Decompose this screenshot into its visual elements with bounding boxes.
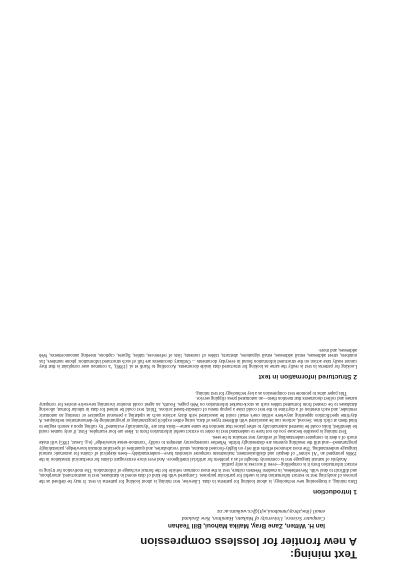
- paragraph: Looking for patterns in text is really the same as looking for structured data inside documents. According to Nardi et al. (1998), "a common user complaint is that they cannot easily take action on the structured information found in everyday documents ... Ordinary documents are full of such structured information: phone numbers, fax numbers, street addresses, email addresses, email signatures, abstracts, tables of contents, lists of references, tables, figures, captions, meeting announcements, Web addresses, and more.: [39, 346, 357, 369]
- section-heading-structured-information: 2 Structured information in text: [258, 373, 357, 381]
- paragraph: Analysis of natural language text is commonly thought of as a problem for artificial intelligence. And ever since extravagant claims for mechanical translation in the 1960s prompted an "AI winter" of despair and disillusionment, mainstream computer scientists have—understandably—been skeptical of claims for automatic natural language understanding. The most advanced efforts still rely on highly-focused domains, small vocabularies, and quantities of specialist domain knowledge, painstakingly programmed—and still the resulting systems are distressingly brittle. Whether contemporary attempts to codify "common-sense knowledge" (e.g. Lenat, 1995) will make much of a dent in computer understanding of ordinary text remains to be seen.: [39, 433, 357, 461]
- author-email: email {ihw,zbray,mmahoui,wjt}@cs.waikato.ac.nz: [217, 508, 325, 515]
- author-list: Ian H. Witten, Zane Bray, Malika Mahoui, Bill Teahan: [167, 522, 325, 529]
- section-heading-introduction: 1 Introduction: [313, 487, 357, 495]
- page-content: [39, 346, 357, 560]
- paragraph: Data mining, a burgeoning new technology, is about looking for patterns in data. Likewise, text mining is about looking for patterns in text. It may be defined as the process of analyzing text to extract information that is useful for particular purposes. Compared with the kind of data stored in databases, text is unstructured, amorphous, and difficult to deal with. Nevertheless, in modern Western culture, text is the most common vehicle for the formal exchange of information. The motivation for trying to extract information from it is compelling—even if success is only partial.: [39, 461, 357, 483]
- paragraph: Text mining is possible because you do not have to understand text in order to extract useful information from it. Here are four examples. First, if only names could be identified, links could be inserted automatically to other places that mention the same name—links that are "dynamically evaluated" by calling upon a search engine to bind them at click time. Second, actions can be associated with different types of data, using either explicit programming or programming-by-demonstration techniques. A day/time specification appearing anywhere within one's email could be associated with diary actions such as updating a personal organizer or creating an automatic reminder, and each mention of a day/time in the text could raise a popup menu of calendar-based actions. Third, text could be mined for data in tabular format, allowing databases to be created from formatted tables such as stock-market information on Web pages. Fourth, an agent could monitor incoming newswire stories for company names and collect documents that mention them—an automated press clipping service.: [39, 395, 357, 434]
- title-line-1: Text mining:: [290, 548, 357, 560]
- paragraph: This paper aims to promote text compression as a key technology for text mining.: [195, 389, 347, 395]
- paper-title: [39, 534, 357, 560]
- title-line-2: A new frontier for lossless compression: [140, 535, 357, 547]
- author-affiliation: Computer Science, University of Waikato, Hamilton, New Zealand: [181, 515, 325, 521]
- section-spacer: [39, 380, 357, 389]
